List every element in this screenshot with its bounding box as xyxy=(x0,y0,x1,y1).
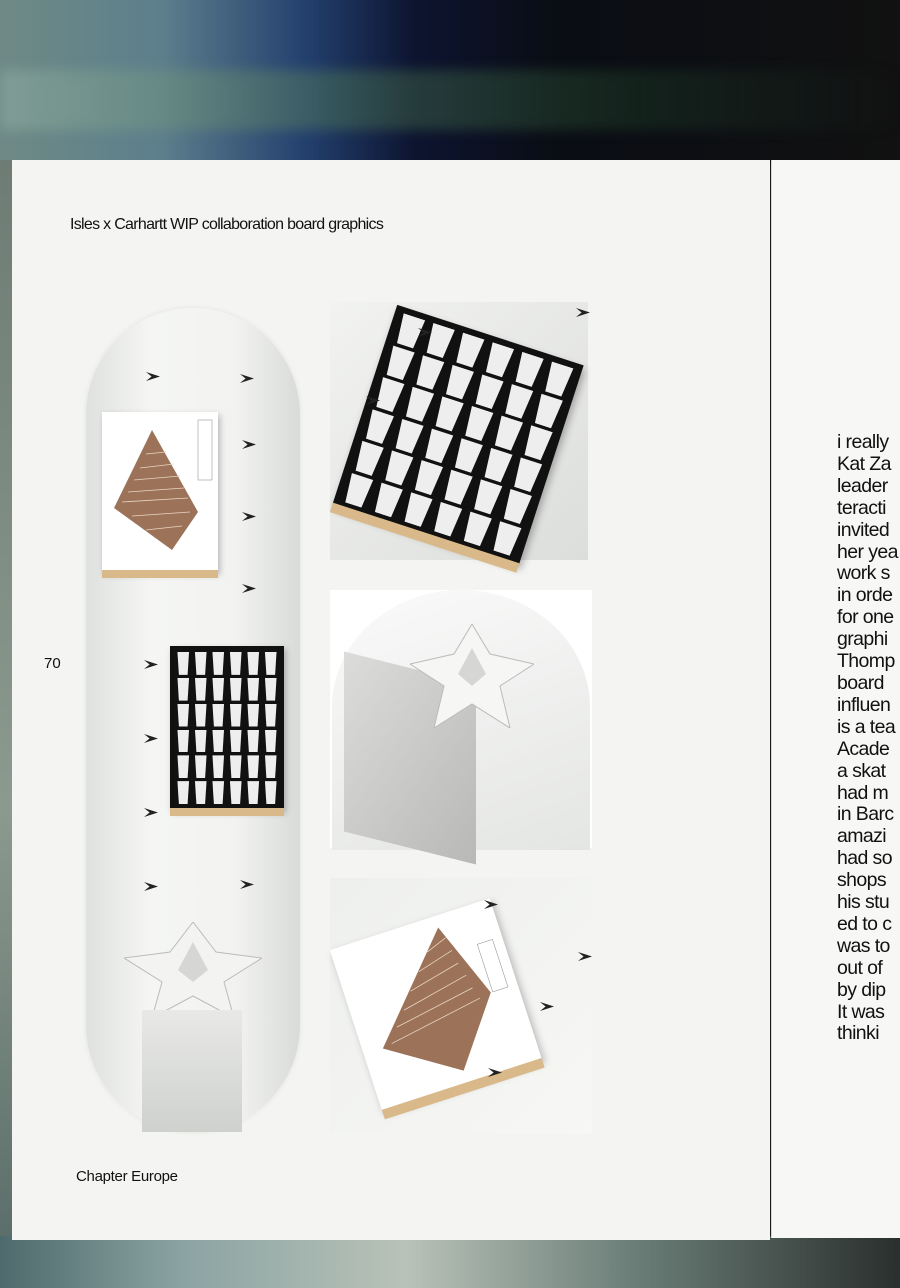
article-line: ed to c xyxy=(837,912,892,935)
article-line: influen xyxy=(837,693,891,716)
article-line: a skat xyxy=(837,759,886,782)
maple-ledge xyxy=(170,808,284,816)
article-line: board xyxy=(837,671,884,694)
article-line: her yea xyxy=(837,540,898,563)
article-line: in Barc xyxy=(837,803,894,826)
article-line: is a tea xyxy=(837,715,896,738)
tooth-grid xyxy=(176,652,278,804)
article-line: thinki xyxy=(837,1022,879,1045)
page-number: 70 xyxy=(44,655,61,672)
geometric-sculpture xyxy=(124,922,262,1018)
geometric-sculpture xyxy=(410,624,534,728)
article-line: It was xyxy=(837,1000,885,1023)
article-line: had m xyxy=(837,781,889,804)
article-line: leader xyxy=(837,474,888,497)
figure-caption: Isles x Carhartt WIP collaboration board graphics xyxy=(70,216,384,233)
article-line: amazi xyxy=(837,825,887,848)
article-line: Kat Za xyxy=(837,452,891,475)
article-line: work s xyxy=(837,562,890,585)
article-line: Thomp xyxy=(837,650,895,673)
pyramid-drawing-illustration xyxy=(102,412,218,572)
maple-ledge xyxy=(102,570,218,578)
article-line: by dip xyxy=(837,978,886,1001)
article-line: shops xyxy=(837,869,887,892)
article-line: for one xyxy=(837,606,894,629)
article-line: his stu xyxy=(837,891,890,914)
article-line: was to xyxy=(837,934,890,957)
article-line: in orde xyxy=(837,584,893,607)
article-line: had so xyxy=(837,847,892,870)
article-line: invited xyxy=(837,518,890,541)
marble-plinth xyxy=(142,1010,242,1132)
article-line: graphi xyxy=(837,628,888,651)
article-text xyxy=(837,432,898,1045)
scan-background-bottom xyxy=(0,1236,900,1288)
scan-background-top xyxy=(0,0,900,165)
article-line: teracti xyxy=(837,496,886,519)
chapter-footer: Chapter Europe xyxy=(76,1168,178,1185)
pyramid-drawing-print xyxy=(102,412,218,572)
tooth-grid-print xyxy=(170,646,284,810)
article-line: out of xyxy=(837,956,883,979)
scan-background-left xyxy=(0,160,12,1240)
article-line: Acade xyxy=(837,737,890,760)
article-line: i really xyxy=(837,431,889,453)
